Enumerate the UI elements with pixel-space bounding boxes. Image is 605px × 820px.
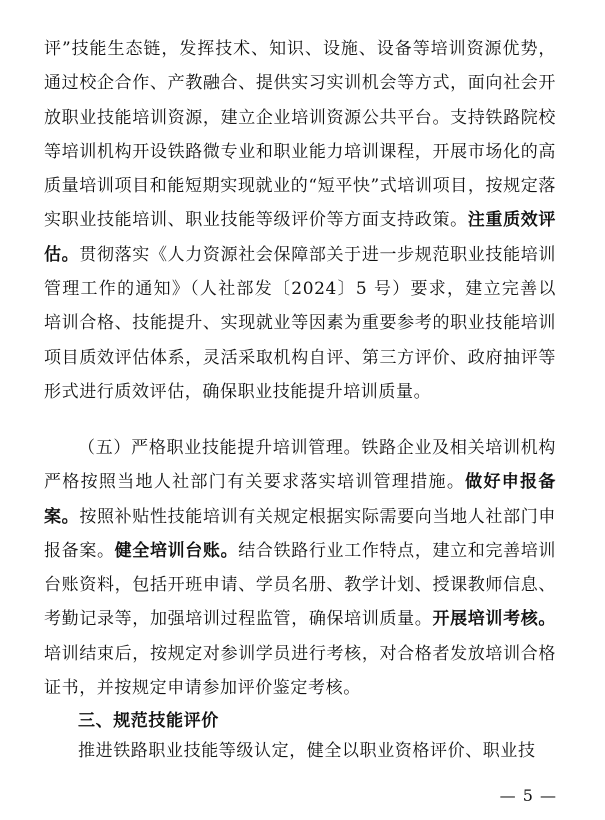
paragraph-text: 培训结束后，按规定对参训学员进行考核，对合格者发放培训合格证书，并按规定申请参加评价鉴定考核。 — [44, 643, 556, 699]
bold-lead-ledger: 健全培训台账。 — [114, 540, 239, 561]
page-number: — 5 — — [499, 786, 557, 805]
paragraph-text: 推进铁路职业技能等级认定，健全以职业资格评价、职业技 — [78, 741, 536, 761]
section-heading: 三、规范技能评价 — [78, 711, 219, 731]
paragraph-text: 结合铁路行业工作特点，建立和完善培训台账资料，包括开班申请、学员名册、教学计划、授课教师信息、考勤记录等，加强培训过程监管，确保培训质量。 — [44, 540, 557, 630]
bold-lead-filing: 做好申报备案。 — [44, 472, 556, 527]
paragraph-skill-evaluation — [44, 734, 556, 768]
paragraph-training-management — [44, 431, 556, 705]
paragraph-text: （五）严格职业技能提升培训管理。铁路企业及相关培训机构严格按照当地人社部门有关要求落实培训管理措施。 — [44, 438, 556, 493]
bold-lead-assessment: 开展培训考核。 — [432, 609, 556, 630]
paragraph-text: 按照补贴性技能培训有关规定根据实际需要向当地人社部门申报备案。 — [44, 506, 557, 561]
bold-lead-quality-evaluation: 注重质效评估。 — [44, 210, 556, 265]
paragraph-resources — [44, 32, 556, 409]
paragraph-text: 贯彻落实《人力资源社会保障部关于进一步规范职业技能培训管理工作的通知》（人社部发〔2024〕5 号）要求，建立完善以培训合格、技能提升、实现就业等因素为重要参考的职业技能培训项目质效评估体系，灵活采取机构自评、第三方评价、政府抽评等形式进行质效评估，确保职业技能提升培训质量。 — [44, 244, 557, 402]
paragraph-text: 评”技能生态链，发挥技术、知识、设施、设备等培训资源优势，通过校企合作、产教融合、提供实习实训机会等方式，面向社会开放职业技能培训资源，建立企业培训资源公共平台。支持铁路院校等培训机构开设铁路微专业和职业能力培训课程，开展市场化的高质量培训项目和能短期实现就业的“短平快”式培训项目，按规定落实职业技能培训、职业技能等级评价等方面支持政策。 — [44, 39, 556, 231]
